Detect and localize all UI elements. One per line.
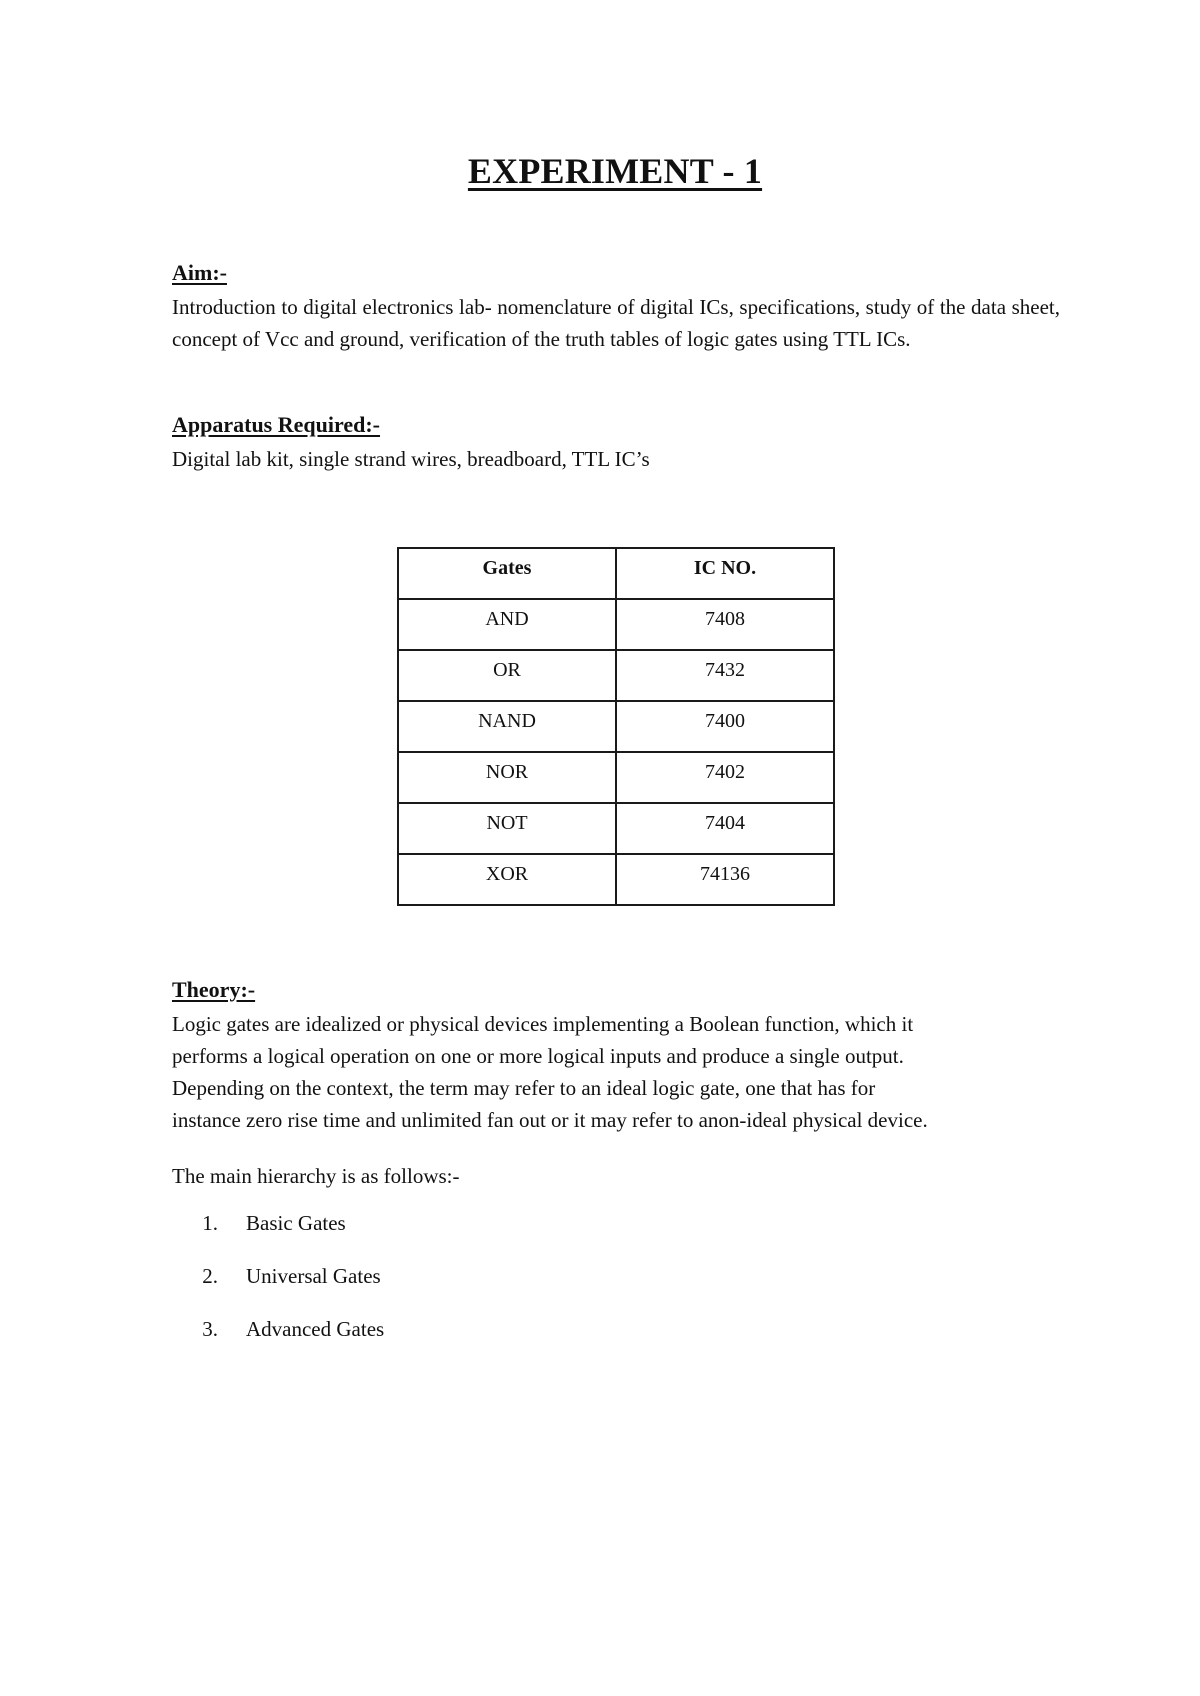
theory-text: [172, 1008, 1072, 1136]
list-item: [172, 1313, 384, 1366]
table-cell-ic: 7432: [616, 650, 834, 701]
list-label: Universal Gates: [246, 1264, 381, 1288]
ic-table: [397, 547, 835, 906]
table-cell-ic: 7400: [616, 701, 834, 752]
theory-line: Depending on the context, the term may refer to an ideal logic gate, one that has for: [172, 1076, 876, 1100]
table-row: [398, 803, 834, 854]
table-cell-gate: OR: [398, 650, 616, 701]
theory-line: performs a logical operation on one or more logical inputs and produce a single output.: [172, 1044, 904, 1068]
list-number: 1.: [202, 1211, 218, 1235]
hierarchy-intro: The main hierarchy is as follows:-: [172, 1164, 460, 1188]
table-cell-gate: XOR: [398, 854, 616, 905]
table-row: [398, 701, 834, 752]
table-cell-gate: NOT: [398, 803, 616, 854]
table-cell-ic: 7404: [616, 803, 834, 854]
table-header-cell: Gates: [398, 548, 616, 599]
table-row: [398, 650, 834, 701]
theory-line: instance zero rise time and unlimited fan out or it may refer to anon-ideal physical device.: [172, 1108, 928, 1132]
table-header-row: [398, 548, 834, 599]
apparatus-text: Digital lab kit, single strand wires, breadboard, TTL IC’s: [172, 447, 650, 471]
theory-line: Logic gates are idealized or physical devices implementing a Boolean function, which it: [172, 1012, 914, 1036]
table-row: [398, 599, 834, 650]
table-cell-gate: NAND: [398, 701, 616, 752]
table-row: [398, 752, 834, 803]
page-title: EXPERIMENT - 1: [467, 151, 763, 191]
table-cell-gate: AND: [398, 599, 616, 650]
apparatus-heading: Apparatus Required:-: [172, 412, 381, 437]
list-item: [172, 1260, 384, 1313]
table-header-cell: IC NO.: [616, 548, 834, 599]
list-label: Basic Gates: [246, 1211, 346, 1235]
table-cell-ic: 74136: [616, 854, 834, 905]
table-cell-ic: 7408: [616, 599, 834, 650]
theory-heading: Theory:-: [172, 977, 256, 1002]
list-number: 3.: [202, 1317, 218, 1341]
list-number: 2.: [202, 1264, 218, 1288]
aim-text: Introduction to digital electronics lab- nomenclature of digital ICs, specifications, study of the data sheet, concept of Vcc and ground, verification of the truth tables of logic gates using TTL ICs.: [172, 295, 1060, 351]
hierarchy-list: [172, 1207, 384, 1366]
aim-heading: Aim:-: [172, 260, 227, 285]
table-row: [398, 854, 834, 905]
table-cell-gate: NOR: [398, 752, 616, 803]
list-label: Advanced Gates: [246, 1317, 385, 1341]
list-item: [172, 1207, 384, 1260]
table-cell-ic: 7402: [616, 752, 834, 803]
